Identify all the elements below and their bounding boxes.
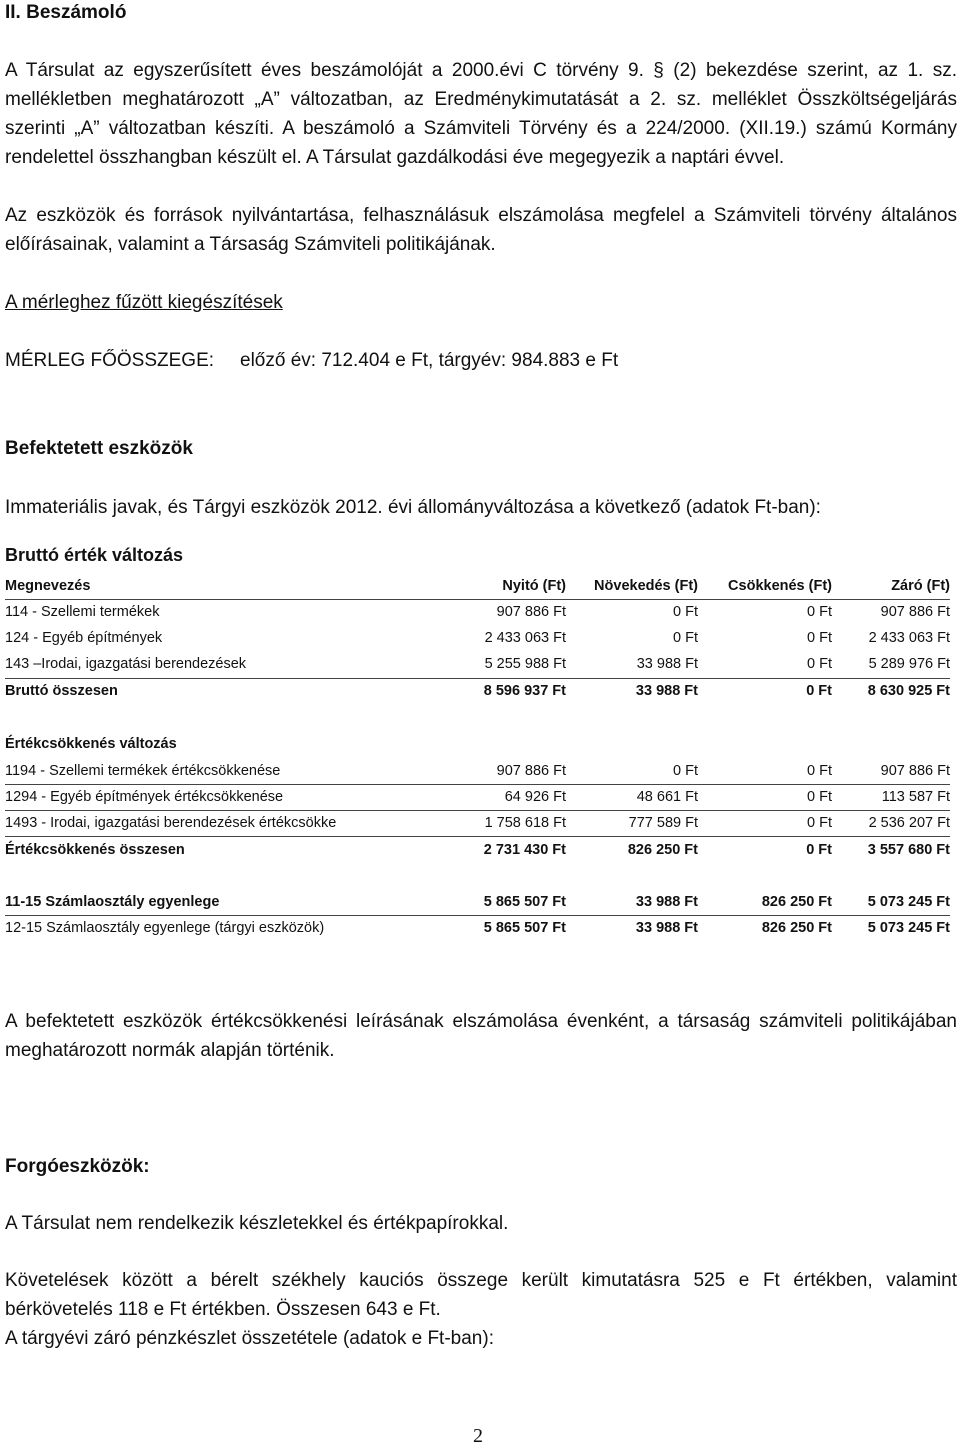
cell-opening: 907 886 Ft xyxy=(496,763,566,779)
cell-increase: 826 250 Ft xyxy=(627,842,698,858)
cell-closing: 3 557 680 Ft xyxy=(867,842,950,858)
cell-opening: 2 731 430 Ft xyxy=(483,842,566,858)
header-increase: Növekedés (Ft) xyxy=(594,578,698,594)
cell-decrease: 0 Ft xyxy=(807,656,832,672)
cell-increase: 48 661 Ft xyxy=(636,789,698,805)
cell-increase: 0 Ft xyxy=(673,763,698,779)
depreciation-heading: Értékcsökkenés változás xyxy=(5,736,177,752)
cell-closing: 5 073 245 Ft xyxy=(867,920,950,936)
cell-decrease: 0 Ft xyxy=(807,789,832,805)
cell-decrease: 0 Ft xyxy=(806,842,832,858)
cell-decrease: 826 250 Ft xyxy=(761,894,832,910)
header-closing: Záró (Ft) xyxy=(891,578,950,594)
cell-closing: 5 073 245 Ft xyxy=(867,894,950,910)
cell-name: 1194 - Szellemi termékek értékcsökkenése xyxy=(5,763,281,779)
cell-name: Bruttó összesen xyxy=(5,683,118,699)
table-row xyxy=(5,759,950,785)
gross-total-row xyxy=(5,679,950,705)
cell-opening: 5 255 988 Ft xyxy=(484,656,566,672)
cell-closing: 113 587 Ft xyxy=(881,789,950,805)
current-assets-paragraph-3: A tárgyévi záró pénzkészlet összetétele (adatok e Ft-ban): xyxy=(5,1328,494,1349)
cell-closing: 907 886 Ft xyxy=(880,763,950,779)
class-balance-row xyxy=(5,916,950,942)
cell-increase: 33 988 Ft xyxy=(635,920,698,936)
cell-decrease: 0 Ft xyxy=(807,763,832,779)
cell-decrease: 0 Ft xyxy=(807,604,832,620)
page-number: 2 xyxy=(473,1425,483,1447)
cell-name: Értékcsökkenés összesen xyxy=(5,842,185,858)
cell-increase: 33 988 Ft xyxy=(635,683,698,699)
cell-decrease: 0 Ft xyxy=(807,815,832,831)
cell-opening: 907 886 Ft xyxy=(496,604,566,620)
cell-name: 114 - Szellemi termékek xyxy=(5,604,160,620)
cell-name: 124 - Egyéb építmények xyxy=(5,630,163,646)
cell-closing: 2 536 207 Ft xyxy=(868,815,950,831)
cell-closing: 2 433 063 Ft xyxy=(868,630,950,646)
table-row xyxy=(5,600,950,626)
table-row xyxy=(5,652,950,678)
balance-label: MÉRLEG FŐÖSSZEGE: xyxy=(5,350,215,371)
depreciation-total-row xyxy=(5,838,950,864)
cell-closing: 907 886 Ft xyxy=(880,604,950,620)
current-assets-heading: Forgóeszközök: xyxy=(5,1156,150,1177)
cell-name: 143 –Irodai, igazgatási berendezések xyxy=(5,656,247,672)
cell-opening: 64 926 Ft xyxy=(504,789,566,805)
table-row xyxy=(5,811,950,837)
cell-increase: 0 Ft xyxy=(673,604,698,620)
cell-opening: 5 865 507 Ft xyxy=(483,894,566,910)
class-balance-row xyxy=(5,890,950,916)
cell-opening: 2 433 063 Ft xyxy=(484,630,566,646)
header-decrease: Csökkenés (Ft) xyxy=(728,578,832,594)
intro-paragraph-1: A Társulat az egyszerűsített éves beszámolóját a 2000.évi C törvény 9. § (2) bekezdése szerint, az 1. sz. mellékletben meghatározott „A” változatban, az Eredménykimutatását a 2. sz. melléklet Összköltségeljárás szerinti „A” változatban készíti. A beszámoló a Számviteli Törvény és a 224/2000. (XII.19.) számú Kormány rendelettel összhangban készült el. A Társulat gazdálkodási éve megegyezik a naptári évvel. xyxy=(5,60,957,168)
cell-decrease: 826 250 Ft xyxy=(761,920,832,936)
depreciation-total-divider xyxy=(5,836,950,837)
cell-opening: 8 596 937 Ft xyxy=(483,683,566,699)
fixed-assets-intro: Immateriális javak, és Tárgyi eszközök 2012. évi állományváltozása a következő (adatok Ft-ban): xyxy=(5,497,821,518)
section-title: II. Beszámoló xyxy=(5,2,127,23)
table-row xyxy=(5,785,950,811)
gross-heading: Bruttó érték változás xyxy=(5,545,184,565)
table-row xyxy=(5,626,950,652)
cell-closing: 5 289 976 Ft xyxy=(868,656,950,672)
depreciation-heading-row xyxy=(5,732,950,758)
cell-increase: 777 589 Ft xyxy=(628,815,698,831)
cell-name: 1294 - Egyéb építmények értékcsökkenése xyxy=(5,789,284,805)
depreciation-note: A befektetett eszközök értékcsökkenési leírásának elszámolása évenként, a társaság számviteli politikájában meghatározott normák alapján történik. xyxy=(5,1011,957,1061)
intro-paragraph-2: Az eszközök és források nyilvántartása, felhasználásuk elszámolása megfelel a Számviteli törvény általános előírásainak, valamint a Társaság Számviteli politikájának. xyxy=(5,205,957,255)
cell-opening: 1 758 618 Ft xyxy=(484,815,566,831)
current-assets-paragraph-1: A Társulat nem rendelkezik készletekkel és értékpapírokkal. xyxy=(5,1213,509,1234)
supplement-heading: A mérleghez fűzött kiegészítések xyxy=(5,292,283,313)
current-assets-paragraph-2: Követelések között a bérelt székhely kauciós összege került kimutatásra 525 e Ft értékben, valamint bérkövetelés 118 e Ft értékben. Összesen 643 e Ft. xyxy=(5,1270,957,1320)
fixed-assets-heading: Befektetett eszközök xyxy=(5,438,193,459)
header-name: Megnevezés xyxy=(5,578,91,594)
table-header-row xyxy=(5,574,950,600)
balance-value: előző év: 712.404 e Ft, tárgyév: 984.883 e Ft xyxy=(240,350,619,371)
header-opening: Nyitó (Ft) xyxy=(502,578,566,594)
cell-name: 1493 - Irodai, igazgatási berendezések értékcsökke xyxy=(5,815,337,831)
cell-increase: 33 988 Ft xyxy=(636,656,698,672)
cell-increase: 33 988 Ft xyxy=(635,894,698,910)
cell-decrease: 0 Ft xyxy=(807,630,832,646)
cell-opening: 5 865 507 Ft xyxy=(483,920,566,936)
cell-name: 11-15 Számlaosztály egyenlege xyxy=(5,894,220,910)
cell-name: 12-15 Számlaosztály egyenlege (tárgyi eszközök) xyxy=(5,920,325,936)
cell-decrease: 0 Ft xyxy=(806,683,832,699)
cell-increase: 0 Ft xyxy=(673,630,698,646)
cell-closing: 8 630 925 Ft xyxy=(867,683,950,699)
